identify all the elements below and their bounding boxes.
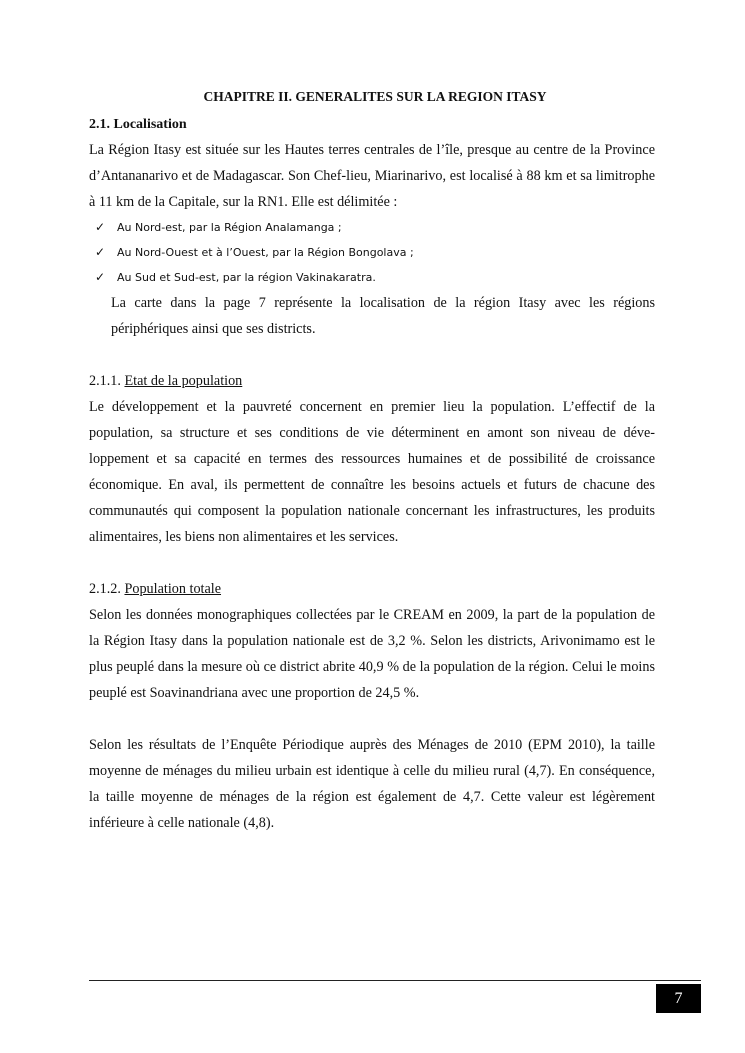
subsection-title: Population totale xyxy=(124,581,222,597)
list-item xyxy=(95,240,655,265)
map-note-paragraph: La carte dans la page 7 représente la localisation de la région Itasy avec les régions périphériques ainsi que ses districts. xyxy=(111,295,655,337)
page-content xyxy=(89,87,655,836)
page-number: 7 xyxy=(656,984,701,1013)
subsection-heading-population-state xyxy=(89,368,655,394)
subsection-heading-total-population xyxy=(89,576,655,602)
list-item-text: Au Nord-Ouest et à l’Ouest, par la Région Bongolava ; xyxy=(117,246,414,259)
list-item-text: Au Sud et Sud-est, par la région Vakinakaratra. xyxy=(117,271,376,284)
list-item xyxy=(95,265,655,290)
total-population-paragraph: Selon les données monographiques collectées par le CREAM en 2009, la part de la population de la Région Itasy dans la population nationale est de 3,2 %. Selon les districts, Arivonimamo est le plus peuplé dans la mesure où ce district abrite 40,9 % de la population de la région. Celui le moins peuplé est Soavinandriana avec une proportion de 24,5 %. xyxy=(89,607,655,701)
boundaries-list xyxy=(89,215,655,290)
list-item-text: Au Nord-est, par la Région Analamanga ; xyxy=(117,221,342,234)
spacer xyxy=(89,342,655,368)
check-icon: ✓ xyxy=(95,270,106,284)
check-icon: ✓ xyxy=(95,220,106,234)
subsection-number: 2.1.2. xyxy=(89,581,121,597)
chapter-title: CHAPITRE II. GENERALITES SUR LA REGION ITASY xyxy=(203,89,547,104)
subsection-number: 2.1.1. xyxy=(89,373,121,389)
check-icon: ✓ xyxy=(95,245,106,259)
list-item xyxy=(95,215,655,240)
population-state-paragraph: Le développement et la pauvreté concernent en premier lieu la population. L’effectif de la population, sa structure et ses conditions de vie déterminent en amont son niveau de déve-loppement et sa capacité en termes des ressources humaines et de possibilité de croissance économique. En aval, ils permettent de connaître les besoins actuels et futurs de chacune des communautés qui composent la population nationale concernant les infrastructures, les produits alimentaires, les biens non alimentaires et les services. xyxy=(89,399,655,545)
footer-divider xyxy=(89,980,701,981)
subsection-title: Etat de la population xyxy=(124,373,243,389)
spacer xyxy=(89,550,655,576)
section-intro-paragraph: La Région Itasy est située sur les Hautes terres centrales de l’île, presque au centre de la Province d’Antananarivo et de Madagascar. Son Chef-lieu, Miarinarivo, est localisé à 88 km et sa limitrophe à 11 km de la Capitale, sur la RN1. Elle est délimitée : xyxy=(89,142,655,210)
spacer xyxy=(89,706,655,732)
household-size-paragraph: Selon les résultats de l’Enquête Périodique auprès des Ménages de 2010 (EPM 2010), la taille moyenne de ménages du milieu urbain est identique à celle du milieu rural (4,7). En conséquence, la taille moyenne de ménages de la région est également de 4,7. Cette valeur est légèrement inférieure à celle nationale (4,8). xyxy=(89,737,655,831)
section-title: 2.1. Localisation xyxy=(89,117,187,132)
